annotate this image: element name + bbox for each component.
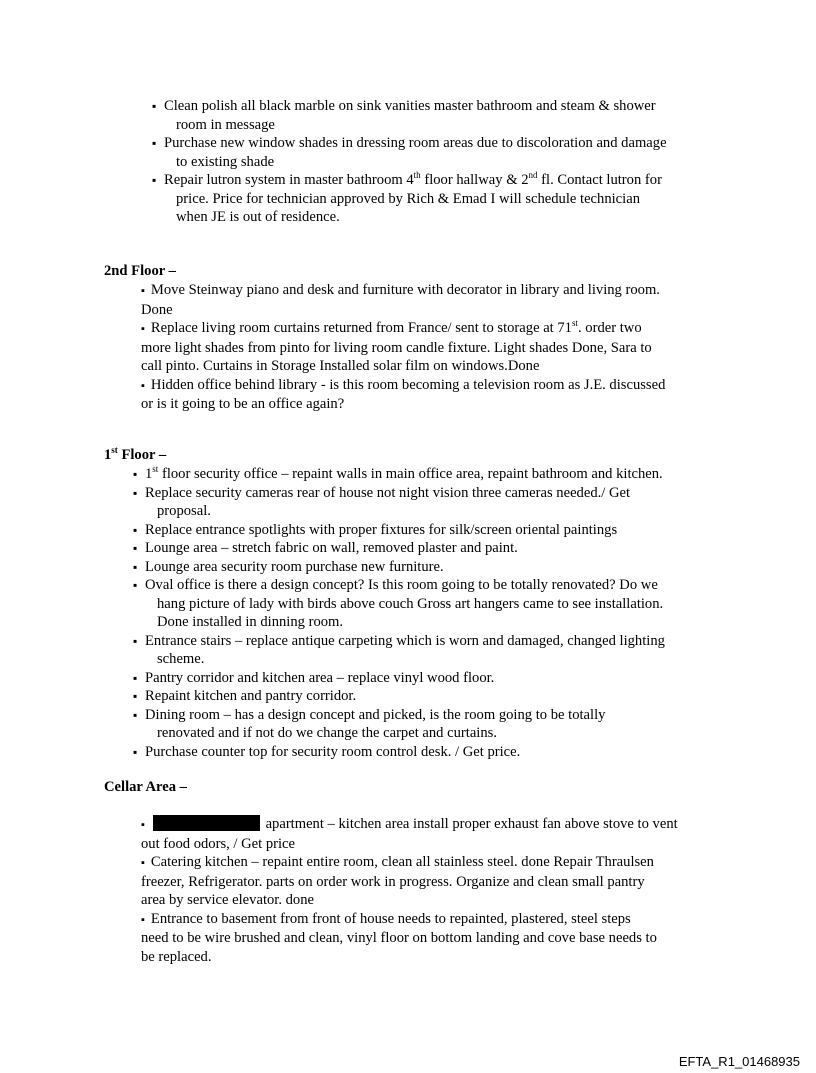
cellar-items (141, 815, 721, 966)
list-item: ▪ Repaint kitchen and pantry corridor. (133, 687, 733, 706)
item-text: ▪ Repair lutron system in master bathroom 4th floor hallway & 2nd fl. Contact lutron for (164, 170, 662, 188)
list-item: ▪ Move Steinway piano and desk and furniture with decorator in library and living room. Done (141, 282, 660, 318)
list-item: ▪ Catering kitchen – repaint entire room, clean all stainless steel. done Repair Thraulsen freezer, Refrigerator. parts on order work in progress. Organize and clean small pantry area by service elevator. done (141, 854, 654, 908)
list-item: ▪ Entrance stairs – replace antique carpeting which is worn and damaged, changed lighting scheme. (133, 632, 733, 669)
list-item: ▪ Entrance to basement from front of house needs to repainted, plastered, steel steps need to be wire brushed and clean, vinyl floor on bottom landing and cove base needs to be replaced. (141, 910, 657, 965)
document-id-footer: EFTA_R1_01468935 (678, 1054, 800, 1069)
list-item: ▪ 1st floor security office – repaint walls in main office area, repaint bathroom and kitchen. (133, 465, 733, 484)
list-item (152, 171, 752, 227)
list-item (152, 134, 752, 171)
top-task-list (152, 97, 752, 227)
list-item: ▪ Oval office is there a design concept? Is this room going to be totally renovated? Do we hang picture of lady with birds above couch Gross art hangers came to see installation. Done installed in dinning room. (133, 576, 733, 632)
redaction-block (153, 815, 260, 831)
list-item: ▪ Hidden office behind library - is this room becoming a television room as J.E. discussed or is it going to be an office again? (141, 376, 666, 412)
item-text: when JE is out of residence. (176, 209, 340, 225)
section-heading-2nd-floor: 2nd Floor – (104, 263, 176, 279)
list-item (152, 97, 752, 134)
list-item: ▪ Lounge area security room purchase new furniture. (133, 558, 733, 577)
list-item: ▪ Replace living room curtains returned from France/ sent to storage at 71st. order two more light shades from pinto for living room candle fixture. Light shades Done, Sara to call pinto. Curtains in Storage Installed solar film on windows.Done (141, 318, 652, 374)
section-heading-1st-floor: 1st Floor – (104, 445, 167, 463)
list-item: ▪ Purchase counter top for security room control desk. / Get price. (133, 743, 733, 762)
section-heading-cellar-area: Cellar Area – (104, 779, 187, 795)
list-item: ▪ Replace security cameras rear of house not night vision three cameras needed./ Get proposal. (133, 484, 733, 521)
item-text: price. Price for technician approved by Rich & Emad I will schedule technician (176, 190, 640, 207)
item-text: room in message (176, 116, 275, 133)
list-item: ▪ Pantry corridor and kitchen area – replace vinyl wood floor. (133, 669, 733, 688)
first-floor-list (133, 465, 733, 761)
list-item: ▪ Dining room – has a design concept and picked, is the room going to be totally renovated and if not do we change the carpet and curtains. (133, 706, 733, 743)
item-text: to existing shade (176, 153, 275, 170)
list-item: ▪ Lounge area – stretch fabric on wall, removed plaster and paint. (133, 539, 733, 558)
item-text: ▪ Purchase new window shades in dressing room areas due to discoloration and damage (164, 135, 667, 151)
second-floor-items (141, 281, 721, 414)
list-item: ▪ apartment – kitchen area install proper exhaust fan above stove to vent out food odors, / Get price (141, 816, 678, 852)
list-item: ▪ Replace entrance spotlights with proper fixtures for silk/screen oriental paintings (133, 521, 733, 540)
item-text: ▪ Clean polish all black marble on sink vanities master bathroom and steam & shower (164, 98, 656, 114)
